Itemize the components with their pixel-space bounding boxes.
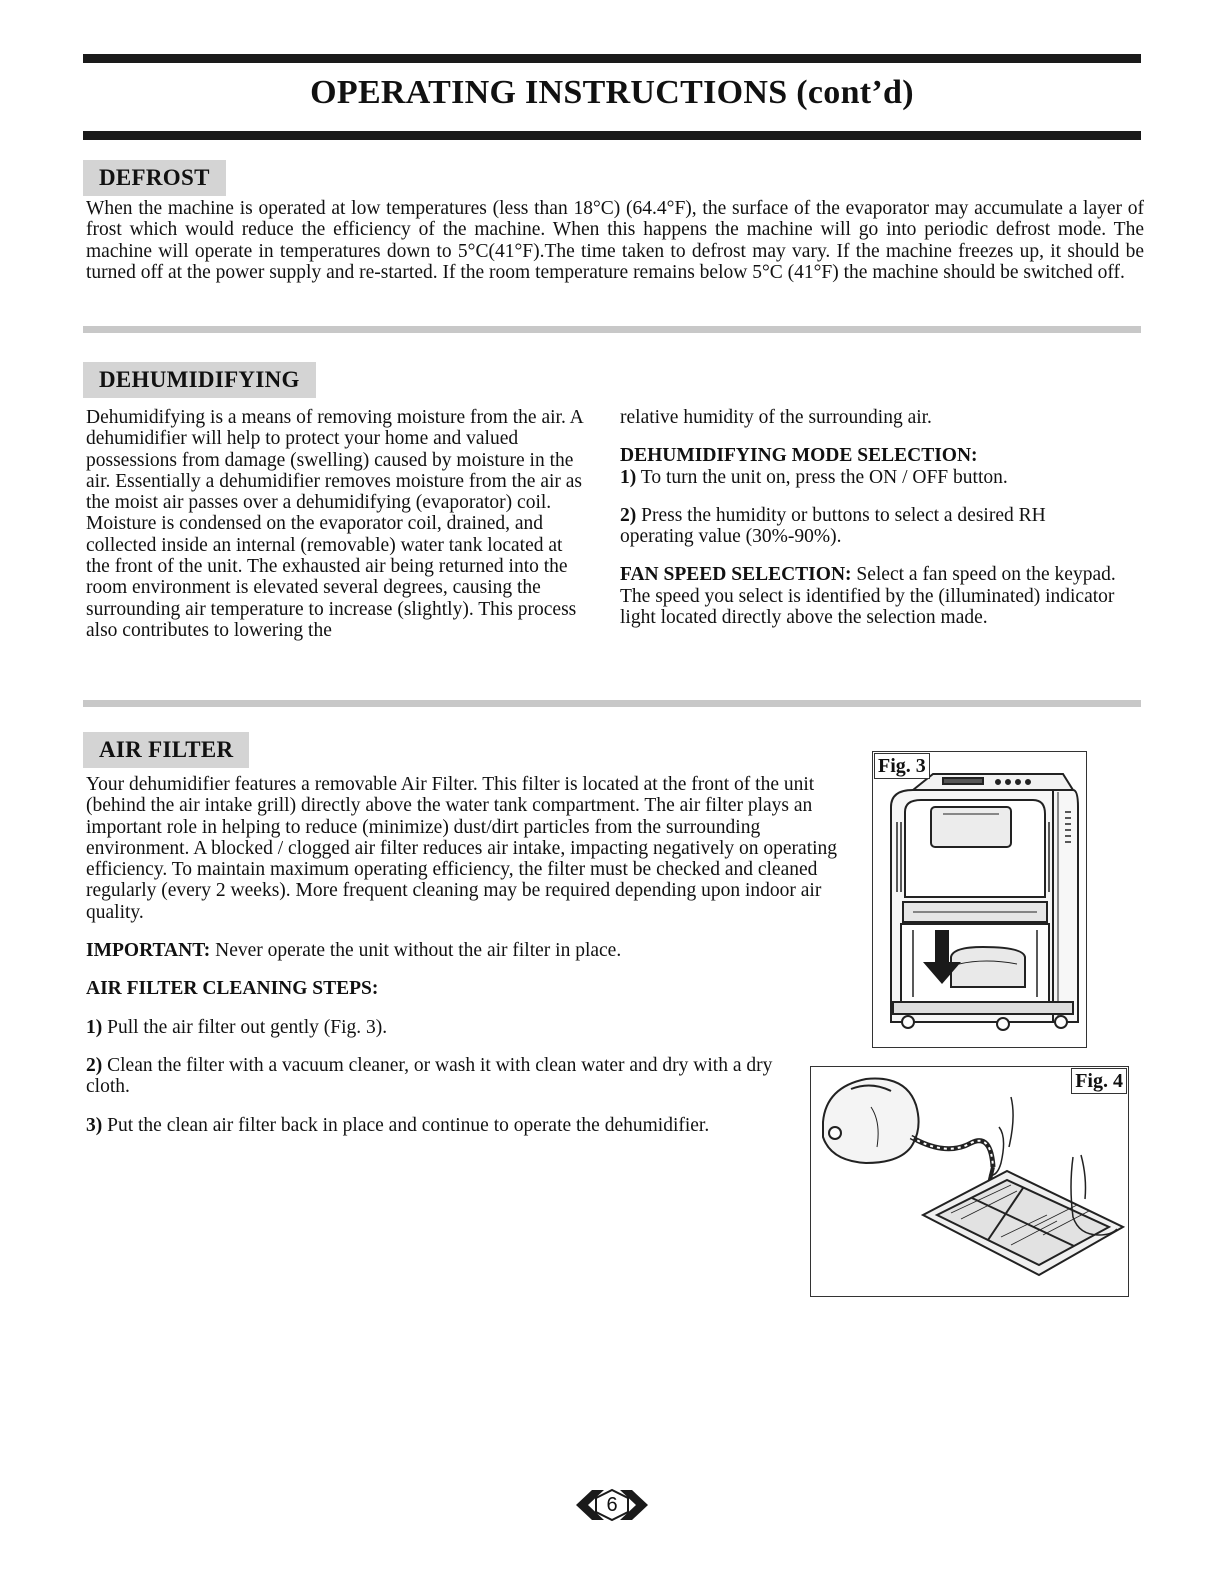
fan-speed-text: Select a fan speed on the keypad. The speed you select is identified by the (illuminated) indicator light located directly above the selection made. bbox=[620, 564, 1116, 629]
section-divider bbox=[83, 700, 1141, 707]
step-number: 3) bbox=[86, 1114, 103, 1136]
mode-step-text: Press the humidity or buttons to select a desired RH operating value (30%-90%). bbox=[620, 504, 1046, 548]
figure-4-label: Fig. 4 bbox=[1071, 1068, 1127, 1094]
important-label: IMPORTANT: bbox=[86, 940, 211, 962]
mode-selection-heading: DEHUMIDIFYING MODE SELECTION: bbox=[620, 445, 978, 467]
air-filter-content bbox=[86, 774, 861, 1153]
figure-3-label: Fig. 3 bbox=[874, 753, 930, 779]
section-label-air-filter: AIR FILTER bbox=[83, 732, 249, 768]
dehumidifying-paragraph: Dehumidifying is a means of removing moisture from the air. A dehumidifier will help to protect your home and valued possessions from damage (swelling) caused by moisture in the air. Essentially a dehumidifier removes moisture from the air as the moist air passes over a dehumidifying (evaporator) coil. Moisture is condensed on the evaporator coil, drained, and collected inside an internal (removable) water tank located at the front of the unit. The exhausted air being returned into the room environment is elevated several degrees, causing the surrounding air temperature to increase (slightly). This process also contributes to lowering the bbox=[86, 407, 583, 641]
section-label-defrost: DEFROST bbox=[83, 160, 226, 196]
defrost-paragraph: When the machine is operated at low temperatures (less than 18°C) (64.4°F), the surface of the evaporator may accumulate a layer of frost which would reduce the efficiency of the machine. When this happens the machine will go into periodic defrost mode. The machine will operate in temperatures down to 5°C(41°F).The time taken to defrost may vary. If the machine freezes up, it should be turned off at the power supply and re-started. If the room temperature remains below 5°C (41°F) the machine should be switched off. bbox=[86, 198, 1144, 283]
step-number: 1) bbox=[86, 1016, 103, 1038]
mode-step-text: To turn the unit on, press the ON / OFF button. bbox=[636, 466, 1008, 488]
cleaning-step-text: Clean the filter with a vacuum cleaner, or wash it with clean water and dry with a dry cloth. bbox=[86, 1054, 773, 1098]
figure-4 bbox=[810, 1066, 1129, 1297]
section-label-dehumidifying: DEHUMIDIFYING bbox=[83, 362, 316, 398]
dehumidifying-intro-continued: relative humidity of the surrounding air. bbox=[620, 407, 932, 428]
step-number: 2) bbox=[86, 1054, 103, 1076]
page-title: OPERATING INSTRUCTIONS (cont’d) bbox=[310, 74, 914, 111]
page-number-badge bbox=[574, 1488, 650, 1522]
dehumidifier-illustration bbox=[873, 752, 1086, 1047]
page-number: 6 bbox=[606, 1494, 618, 1516]
cleaning-step-text: Put the clean air filter back in place and continue to operate the dehumidifier. bbox=[102, 1114, 710, 1136]
section-divider bbox=[83, 326, 1141, 333]
important-text: Never operate the unit without the air filter in place. bbox=[210, 940, 622, 962]
step-number: 2) bbox=[620, 504, 637, 526]
cleaning-steps-heading: AIR FILTER CLEANING STEPS: bbox=[86, 978, 379, 1000]
dehumidifying-right-column bbox=[620, 407, 1120, 645]
step-number: 1) bbox=[620, 466, 637, 488]
fan-speed-heading: FAN SPEED SELECTION: bbox=[620, 564, 852, 586]
air-filter-paragraph: Your dehumidifier features a removable Air Filter. This filter is located at the front of the unit (behind the air intake grill) directly above the water tank compartment. The air filter plays an important role in helping to reduce (minimize) dust/dirt particles from the surrounding environment. A blocked / clogged air filter reduces air intake, impacting negatively on operating efficiency. To maintain maximum operating efficiency, the filter must be checked and cleaned regularly (every 2 weeks). More frequent cleaning may be required depending upon indoor air quality. bbox=[86, 774, 838, 923]
cleaning-step-text: Pull the air filter out gently (Fig. 3). bbox=[102, 1016, 388, 1038]
vacuum-cleaning-illustration bbox=[811, 1067, 1128, 1296]
header-bottom-rule bbox=[83, 131, 1141, 140]
figure-3 bbox=[872, 751, 1087, 1048]
header-top-rule bbox=[83, 54, 1141, 63]
